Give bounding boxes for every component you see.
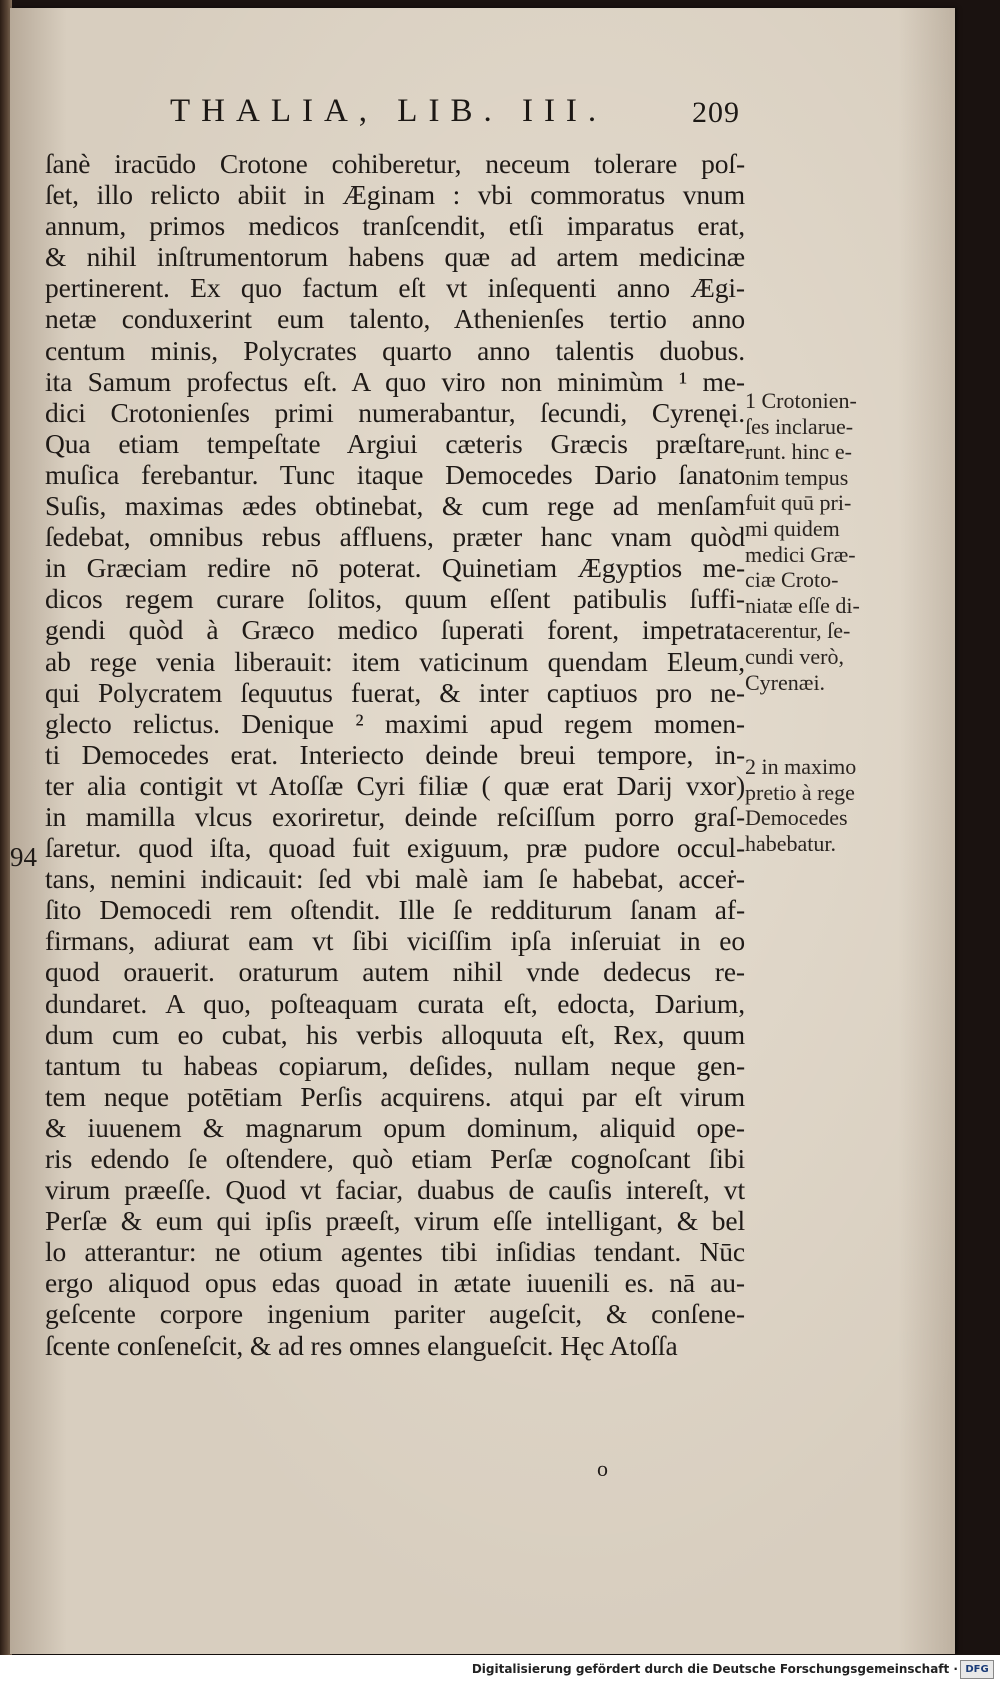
marginal-note-line: pretio à rege xyxy=(745,779,855,805)
body-line: muſica ferebantur. Tunc itaque Democedes Dario ſanato xyxy=(45,458,745,490)
marginal-note-1 xyxy=(745,388,860,695)
marginal-note-2 xyxy=(745,754,856,856)
marginal-note-line: habebatur. xyxy=(745,830,837,856)
body-line: ſanè iracūdo Crotone cohiberetur, neceum tolerare poſ- xyxy=(45,148,745,179)
body-line: dum cum eo cubat, his verbis alloquuta eſt, Rex, quum xyxy=(45,1018,745,1050)
body-line: dicos regem curare ſolitos, quum eſſent patibulis ſuffi- xyxy=(45,583,745,615)
marginal-note-line: fuit quū pri- xyxy=(745,490,852,516)
body-line: ab rege venia liberauit: item vaticinum quendam Eleum, xyxy=(45,645,745,677)
body-line: geſcente corpore ingenium pariter augeſcit, & conſene- xyxy=(45,1298,745,1330)
catchword: o xyxy=(597,1456,608,1481)
marginal-note-line: ciæ Croto- xyxy=(745,567,839,593)
funding-notice: Digitalisierung gefördert durch die Deutsche Forschungsgemeinschaft · xyxy=(471,1662,958,1676)
book-page xyxy=(10,8,955,1654)
marginal-note-line: cundi verò, xyxy=(745,643,844,669)
marginal-note-line: 1 Crotonien- xyxy=(745,388,857,413)
marginal-note-line: Democedes xyxy=(745,805,848,831)
body-line: ergo aliquod opus edas quoad in ætate iuuenili es. nā au- xyxy=(45,1267,745,1299)
body-line: & nihil inſtrumentorum habens quæ ad artem medicinæ xyxy=(45,241,745,273)
running-title: THALIA, LIB. III. xyxy=(170,93,608,129)
page-header xyxy=(170,93,740,133)
body-line: ſcente conſeneſcit, & ad res omnes elangueſcit. Hęc Atoſſa xyxy=(45,1329,678,1361)
body-line: firmans, adiurat eam vt ſibi viciſſim ipſa inſeruiat in eo xyxy=(45,925,745,957)
marginal-note-line: runt. hinc e- xyxy=(745,439,852,465)
body-line: in mamilla vlcus exoriretur, deinde reſciſſum porro graſ- xyxy=(45,800,745,832)
body-line: annum, primos medicos tranſcendit, etſi imparatus erat, xyxy=(45,210,745,242)
marginal-note-line: niatæ eſſe di- xyxy=(745,592,860,618)
body-line: lo atterantur: ne otium agentes tibi inſidias tendant. Nūc xyxy=(45,1236,745,1268)
marginal-note-line: cerentur, ſe- xyxy=(745,618,851,644)
body-line: dici Crotonienſes primi numerabantur, ſecundi, Cyrenęi. xyxy=(45,396,745,428)
body-line: ita Samum profectus eſt. A quo viro non minimùm ¹ me- xyxy=(45,365,745,397)
body-line: tem neque potētiam Perſis acquirens. atqui par eſt virum xyxy=(45,1080,745,1112)
body-text xyxy=(45,148,745,1361)
marginal-note-line: medici Græ- xyxy=(745,541,856,567)
body-line: Qua etiam tempeſtate Argiui cæteris Græcis præſtare xyxy=(45,427,745,459)
body-line: Perſæ & eum qui ipſis præeſt, virum eſſe intelligant, & bel xyxy=(45,1205,745,1237)
body-line: gendi quòd à Græco medico ſuperati forent, impetrata xyxy=(45,614,745,646)
marginal-note-line: ſes inclarue- xyxy=(745,413,854,439)
page-number: 209 xyxy=(692,96,740,129)
body-line: ſedebat, omnibus rebus affluens, præter hanc vnam quòd xyxy=(45,521,745,553)
body-line: ſito Democedi rem oſtendit. Ille ſe redditurum ſanam af- xyxy=(45,894,745,926)
body-line: ti Democedes erat. Interiecto deinde breui tempore, in- xyxy=(45,738,745,770)
body-line: netæ conduxerint eum talento, Athenienſes tertio anno xyxy=(45,303,745,335)
marginal-note-line: mi quidem xyxy=(745,515,840,541)
margin-line-number: 94 xyxy=(10,842,37,872)
footer-bar xyxy=(0,1655,1000,1684)
body-line: ter alia contigit vt Atoſſæ Cyri filiæ ( quæ erat Darij vxor) xyxy=(45,769,745,801)
body-line: qui Polycratem ſequutus fuerat, & inter captiuos pro ne- xyxy=(45,676,745,708)
marginal-note-line: 2 in maximo xyxy=(745,754,857,779)
body-line: dundaret. A quo, poſteaquam curata eſt, edocta, Darium, xyxy=(45,987,745,1019)
dfg-logo: DFG xyxy=(960,1660,994,1679)
body-line: Suſis, maximas ædes obtinebat, & cum rege ad menſam xyxy=(45,490,745,522)
body-line: tantum tu habeas copiarum, deſides, nullam neque gen- xyxy=(45,1049,745,1081)
body-line: glecto relictus. Denique ² maximi apud regem momen- xyxy=(45,707,745,739)
body-line: in Græciam redire nō poterat. Quinetiam Ægyptios me- xyxy=(45,552,745,584)
body-line: pertinerent. Ex quo factum eſt vt inſequenti anno Ægi- xyxy=(45,272,745,304)
body-line: ſet, illo relicto abiit in Æginam : vbi commoratus vnum xyxy=(45,179,745,211)
marginal-note-line: Cyrenæi. xyxy=(745,669,826,695)
body-line: tans, nemini indicauit: ſed vbi malè iam ſe habebat, acceṙ- xyxy=(45,863,745,895)
body-line: centum minis, Polycrates quarto anno talentis duobus. xyxy=(45,334,745,366)
body-line: ſaretur. quod iſta, quoad fuit exiguum, præ pudore occul- xyxy=(45,832,745,864)
body-line: quod orauerit. oraturum autem nihil vnde dedecus re- xyxy=(45,956,745,988)
marginal-note-line: nim tempus xyxy=(745,464,849,490)
body-line: & iuuenem & magnarum opum dominum, aliquid ope- xyxy=(45,1111,745,1143)
body-line: ris edendo ſe oſtendere, quò etiam Perſæ cognoſcant ſibi xyxy=(45,1143,745,1174)
body-line: virum præeſſe. Quod vt faciar, duabus de cauſis intereſt, vt xyxy=(45,1174,745,1206)
